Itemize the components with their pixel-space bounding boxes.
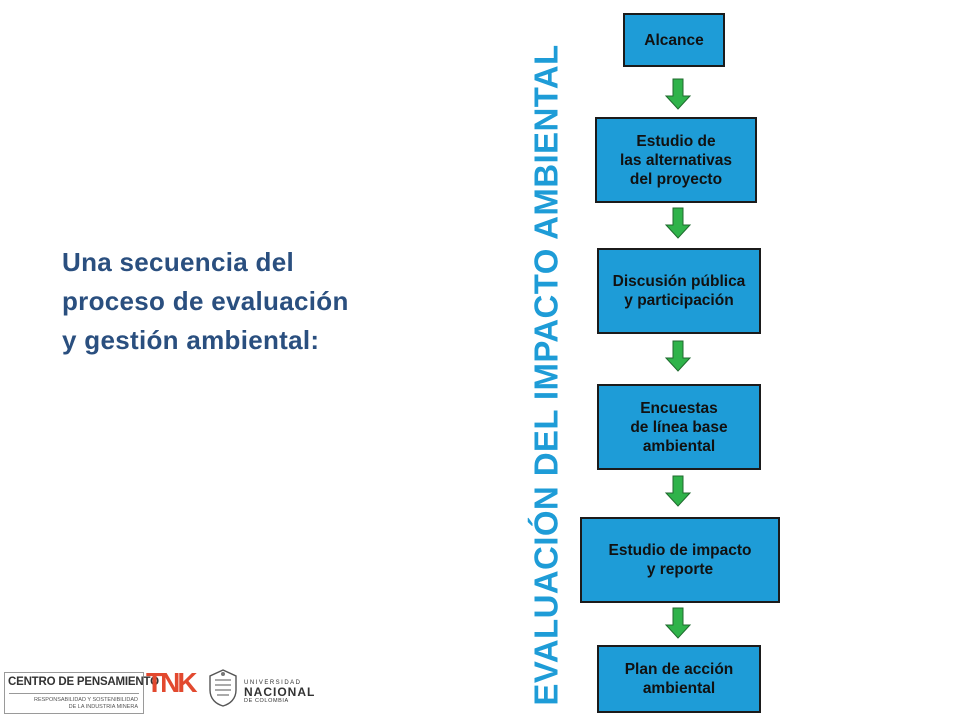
centro-pensamiento-logo <box>4 672 159 714</box>
svg-text:TNK: TNK <box>146 667 195 698</box>
universidad-line-3: DE COLOMBIA <box>244 698 289 704</box>
vertical-title <box>517 44 577 706</box>
intro-text <box>62 243 482 360</box>
universidad-line-1: UNIVERSIDAD <box>244 680 302 686</box>
flow-step-line: ambiental <box>642 680 716 697</box>
centro-pensamiento-title: CENTRO DE PENSAMIENTO <box>8 676 159 688</box>
flow-step-plan-accion <box>597 645 761 713</box>
logo-divider <box>9 693 139 694</box>
footer-logos <box>0 650 340 720</box>
intro-line-2: proceso de evaluación <box>62 286 349 316</box>
flow-step-line: de línea base <box>630 418 728 436</box>
flow-step-line: y participación <box>624 292 734 309</box>
universidad-nacional-logo <box>244 680 315 704</box>
intro-line-1: Una secuencia del <box>62 247 294 277</box>
vertical-title-text: EVALUACIÓN DEL IMPACTO AMBIENTAL <box>528 44 565 706</box>
intro-line-3: y gestión ambiental: <box>62 325 320 355</box>
flow-step-encuestas <box>597 384 761 470</box>
centro-pensamiento-sub2: DE LA INDUSTRIA MINERA <box>68 704 138 710</box>
down-arrow-icon <box>666 208 690 238</box>
down-arrow-icon <box>666 341 690 371</box>
down-arrow-icon <box>666 79 690 109</box>
centro-pensamiento-sub1: RESPONSABILIDAD Y SOSTENIBILIDAD <box>33 697 138 703</box>
down-arrow-icon <box>666 608 690 638</box>
flow-step-discusion <box>597 248 761 334</box>
flow-step-estudio-impacto <box>580 517 780 603</box>
university-seal-icon <box>206 668 240 708</box>
flow-step-line: Estudio de impacto <box>608 542 752 559</box>
flow-step-line: ambiental <box>642 437 716 455</box>
down-arrow-icon <box>666 476 690 506</box>
flow-step-alternativas <box>595 117 757 203</box>
flow-step-line: del proyecto <box>629 170 723 188</box>
flow-step-line: Estudio de <box>636 132 716 150</box>
flow-step-line: Encuestas <box>640 399 718 417</box>
flow-step-line: Discusión pública <box>612 273 746 290</box>
flow-step-line: las alternativas <box>619 151 732 169</box>
flow-step-line: Alcance <box>644 31 704 49</box>
flow-step-alcance <box>623 13 725 67</box>
tnk-logo-icon <box>146 662 195 698</box>
flow-step-line: y reporte <box>646 561 714 578</box>
flow-step-line: Plan de acción <box>624 661 734 678</box>
universidad-line-2: NACIONAL <box>244 685 316 699</box>
